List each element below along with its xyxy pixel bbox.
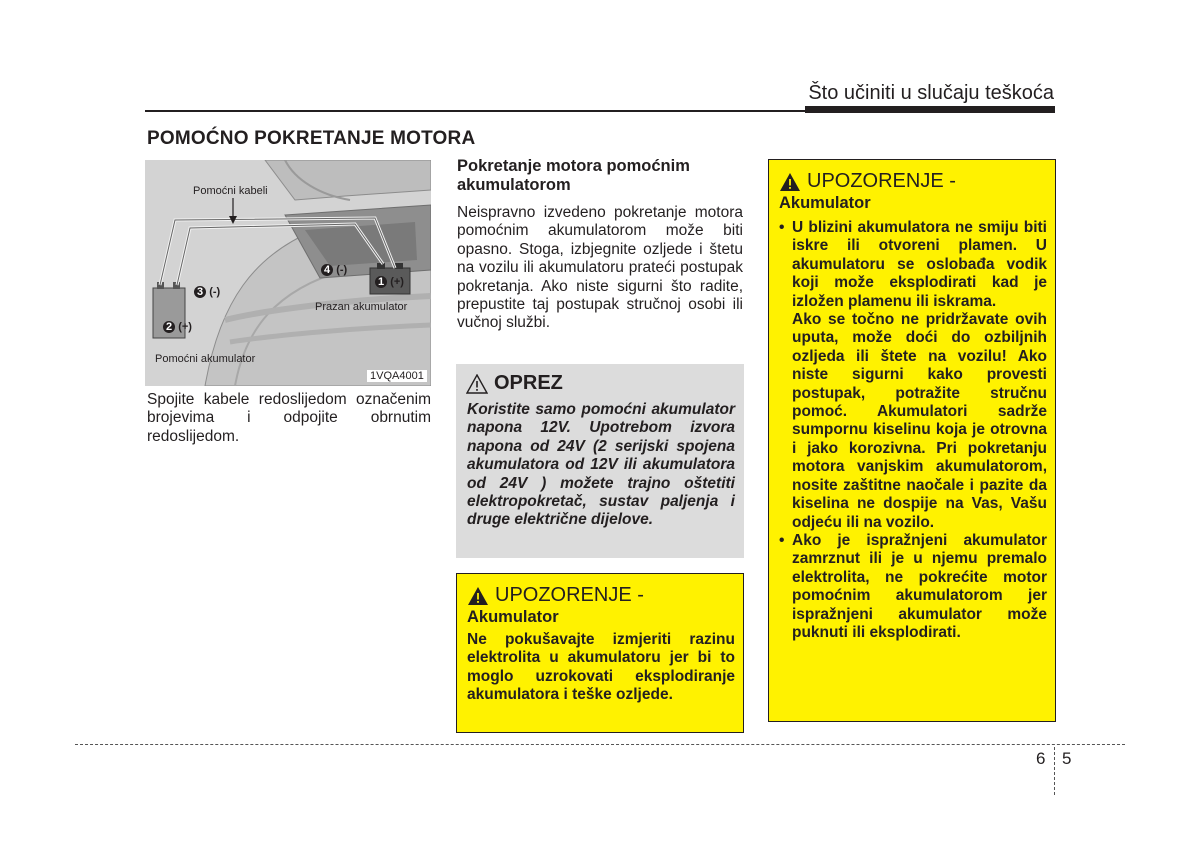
running-header: Što učiniti u slučaju teškoća xyxy=(808,82,1054,104)
warning-triangle-icon xyxy=(779,172,801,192)
warning-header-large xyxy=(779,170,956,193)
warning-item-frozen: • Ako je ispražnjeni akumulator zamrznut ili je u njemu premalo elektrolita, ne pokrećite motor pomoćnim akumulatorom jer ispražnjeni akumulator može puknuti ili eksplodirati. xyxy=(779,532,1047,642)
terminal-1-sign: (+) xyxy=(390,276,404,288)
label-aux-battery: Pomoćni akumulator xyxy=(155,353,256,365)
warning-subtitle-small: Akumulator xyxy=(467,608,559,626)
warning-subtitle-large: Akumulator xyxy=(779,194,871,212)
caution-triangle-icon xyxy=(466,374,488,394)
terminal-1-number: 1 xyxy=(375,276,387,288)
battery-warning-box-small xyxy=(456,573,744,733)
section-title: POMOĆNO POKRETANJE MOTORA xyxy=(147,128,476,149)
warning-header-small xyxy=(467,584,644,607)
warning-item-acid: Ako se točno ne pridržavate ovih uputa, može doći do ozbiljnih ozljeda ili štete na vozilu! Ako niste sigurni kako provesti postupak, potražite stručnu pomoć. Akumulatori sadrže sumpornu kiselinu koja je otrovna i jako korozivna. Pri pokretanju motora vanjskim akumulatorom, nosite zaštitne naočale i pazite da kiselina ne dospije na Vas, Vašu odjeću ili na vozilo. xyxy=(792,311,1047,531)
chapter-number: 6 xyxy=(1036,749,1046,768)
connection-order-text: Spojite kabele redoslijedom označenim brojevima i odpojite obrnutim redoslijedom. xyxy=(147,391,431,445)
terminal-3-marker xyxy=(194,286,220,298)
caution-box xyxy=(456,364,744,558)
caution-header xyxy=(466,372,563,395)
terminal-4-number: 4 xyxy=(321,264,333,276)
jump-start-intro-text: Neispravno izvedeno pokretanje motora pomoćnim akumulatorom može biti opasno. Stoga, izbjegnite ozljede i štetu na vozilu ili akumulatoru prateći postupak pokretanja. Ako niste sigurni što radite, prepustite taj postupak stručnoj osobi ili vučnoj službi. xyxy=(457,204,743,332)
warning-item-sparks: • U blizini akumulatora ne smiju biti iskre ili otvoreni plamen. U akumulatoru se oslobađa vodik koji može eksplodirati kad je izložen plamenu ili iskrama. xyxy=(779,219,1047,311)
warning-title-small: UPOZORENJE - xyxy=(495,584,644,606)
caution-text: Koristite samo pomoćni akumulator napona 12V. Upotrebom izvora napona od 24V (2 serijski spojena akumulatora od 12V ili akumulatora od 24V ) možete trajno oštetiti elektropokretač, sustav paljenja i druge električne dijelove. xyxy=(467,401,735,529)
terminal-2-marker xyxy=(163,321,192,333)
footer-divider xyxy=(75,744,1125,745)
warning-title-large: UPOZORENJE - xyxy=(807,170,956,192)
footer-page-divider xyxy=(1054,747,1055,795)
terminal-1-marker xyxy=(375,276,404,288)
page-number: 5 xyxy=(1062,749,1072,768)
caution-title: OPREZ xyxy=(494,372,563,394)
battery-warning-box-large xyxy=(768,159,1056,722)
terminal-3-sign: (-) xyxy=(209,286,221,298)
label-empty-battery: Prazan akumulator xyxy=(315,301,408,313)
terminal-4-sign: (-) xyxy=(336,264,348,276)
label-aux-cables: Pomoćni kabeli xyxy=(193,185,268,197)
figure-code: 1VQA4001 xyxy=(367,370,427,382)
terminal-3-number: 3 xyxy=(194,286,206,298)
warning-list xyxy=(779,219,1047,642)
header-rule-accent xyxy=(805,106,1055,113)
terminal-2-number: 2 xyxy=(163,321,175,333)
warning-text-small: Ne pokušavajte izmjeriti razinu elektrolita u akumulatoru jer bi to moglo uzrokovati eksplodiranje akumulatora i teške ozljede. xyxy=(467,631,735,704)
jump-start-illustration xyxy=(145,160,431,386)
terminal-4-marker xyxy=(321,264,347,276)
terminal-2-sign: (+) xyxy=(178,321,192,333)
warning-triangle-icon xyxy=(467,586,489,606)
jump-start-heading: Pokretanje motora pomoćnim akumulatorom xyxy=(457,157,690,194)
